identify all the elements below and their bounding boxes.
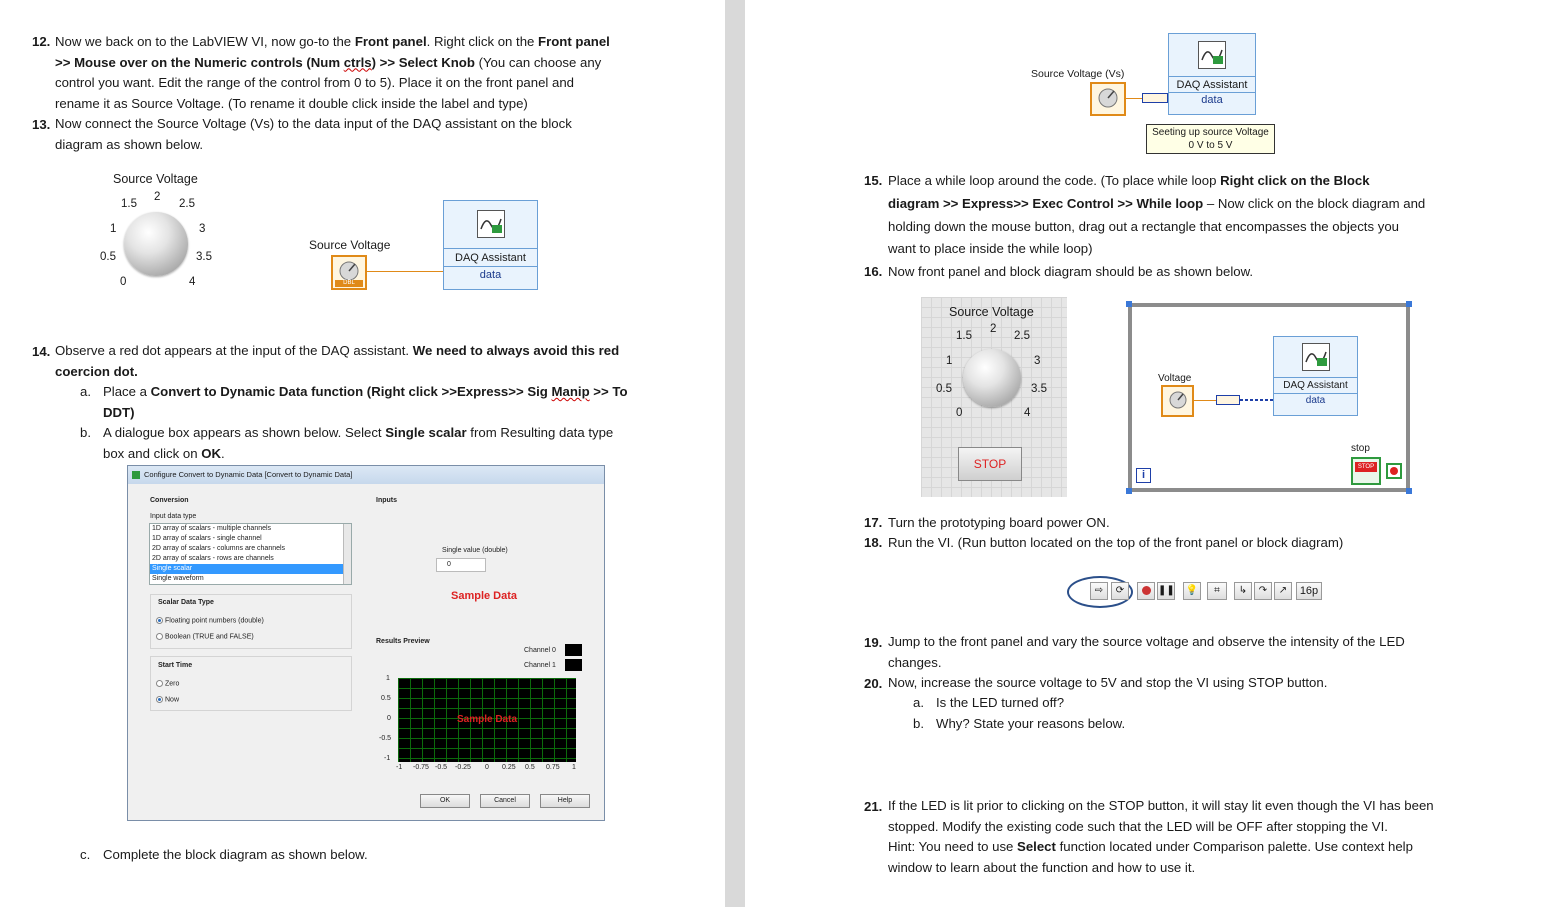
knob-tick: 0.5 xyxy=(936,383,952,395)
step-17-text: Turn the prototyping board power ON. xyxy=(888,515,1110,530)
stop-label: stop xyxy=(1351,443,1370,454)
knob-terminal-icon xyxy=(1163,388,1193,410)
daq-icon xyxy=(477,210,505,238)
single-value-label: Single value (double) xyxy=(442,547,508,554)
daq-icon xyxy=(1302,343,1330,371)
channel-0-plot-icon[interactable] xyxy=(565,644,582,656)
step-21-text: If the LED is lit prior to clicking on the STOP button, it will stay lit even though the VI has been stopped. Modify the existing code such that the LED will be OFF after stopping the VI. Hint: You need to use Select function located under Comparison palette. Use context help window to learn about the function and how to use it. xyxy=(888,798,1434,875)
front-panel-window xyxy=(921,297,1067,497)
graph-y-tick: 0 xyxy=(387,715,391,722)
convert-to-ddt-node[interactable] xyxy=(1216,395,1240,405)
list-item[interactable]: 2D array of scalars - rows are channels xyxy=(152,555,274,562)
front-panel-knob[interactable] xyxy=(963,349,1021,407)
graph-x-tick: -0.5 xyxy=(435,764,448,771)
top-daq-assistant-block[interactable] xyxy=(1168,33,1256,115)
step-13-text: Now connect the Source Voltage (Vs) to the data input of the DAQ assistant on the block diagram as shown below. xyxy=(55,116,572,152)
daq-data-terminal[interactable]: data xyxy=(1169,92,1255,106)
condition-red-dot xyxy=(1390,467,1398,475)
step-20-a-text: Is the LED turned off? xyxy=(936,695,1065,710)
dialog-app-icon xyxy=(132,471,140,479)
top-diagram-label: Source Voltage (Vs) xyxy=(1031,68,1125,80)
list-item[interactable]: 2D array of scalars - columns are channels xyxy=(152,545,286,552)
knob-tick: 2 xyxy=(154,191,161,203)
source-voltage-vs-terminal[interactable] xyxy=(1090,82,1126,116)
step-18-text: Run the VI. (Run button located on the top of the front panel or block diagram) xyxy=(888,535,1344,550)
sub-c-letter: c. xyxy=(80,847,91,862)
loop-condition-icon[interactable] xyxy=(1386,463,1402,479)
document-page-left xyxy=(0,0,725,907)
graph-y-tick: 0.5 xyxy=(381,695,391,702)
sub-a-letter: a. xyxy=(80,384,91,399)
radio-selected-icon xyxy=(156,617,163,624)
step-19-text: Jump to the front panel and vary the source voltage and observe the intensity of the LED changes. xyxy=(888,634,1405,670)
source-voltage-knob[interactable] xyxy=(124,212,188,276)
step-16-text: Now front panel and block diagram should be as shown below. xyxy=(888,264,1254,279)
knob-terminal-icon xyxy=(1092,85,1124,109)
graph-x-tick: 0.75 xyxy=(546,764,560,771)
graph-sample-data-text: Sample Data xyxy=(456,714,518,725)
daq-name: DAQ Assistant xyxy=(444,248,537,266)
convert-to-ddt-node[interactable] xyxy=(1142,93,1168,103)
comment-box: Seeting up source Voltage 0 V to 5 V xyxy=(1146,124,1275,154)
knob-terminal-icon xyxy=(333,258,365,282)
step-18-number: 18. xyxy=(864,535,883,550)
loop-handle[interactable] xyxy=(1126,488,1132,494)
knob-tick: 3.5 xyxy=(1031,383,1047,395)
list-item[interactable]: 1D array of scalars - multiple channels xyxy=(152,525,272,532)
daq-data-terminal[interactable]: data xyxy=(1274,393,1357,407)
sub-a-text: Place a Convert to Dynamic Data function (Right click >>Express>> Sig Manip >> To DDT) xyxy=(103,384,628,420)
radio-icon xyxy=(156,680,163,687)
abort-icon[interactable] xyxy=(1137,582,1155,600)
step-14-text: Observe a red dot appears at the input of the DAQ assistant. We need to always avoid this red coercion dot. xyxy=(55,343,620,379)
step-14-number: 14. xyxy=(32,344,51,359)
loop-daq-assistant-block[interactable] xyxy=(1273,336,1358,416)
step-20-b-text: Why? State your reasons below. xyxy=(936,716,1126,731)
knob-tick: 2.5 xyxy=(1014,330,1030,342)
radio-float[interactable]: Floating point numbers (double) xyxy=(156,617,264,624)
daq-name: DAQ Assistant xyxy=(1169,76,1255,92)
graph-y-tick: -0.5 xyxy=(379,735,392,742)
knob-title: Source Voltage xyxy=(113,172,198,186)
run-continuous-icon[interactable]: ⟳ xyxy=(1111,582,1129,600)
results-preview-heading: Results Preview xyxy=(376,638,430,645)
run-arrow-icon[interactable]: ⇨ xyxy=(1090,582,1108,600)
document-page-right xyxy=(745,0,1563,907)
graph-x-tick: -0.75 xyxy=(413,764,429,771)
step-20-a-letter: a. xyxy=(913,695,924,710)
graph-y-tick: 1 xyxy=(386,675,390,682)
radio-zero[interactable]: Zero xyxy=(156,680,179,687)
graph-x-tick: -1 xyxy=(396,764,403,771)
sub-c-text: Complete the block diagram as shown below. xyxy=(103,847,368,862)
knob-tick: 3 xyxy=(1034,355,1041,367)
diagram-source-voltage-label: Source Voltage xyxy=(309,238,391,252)
daq-name: DAQ Assistant xyxy=(1274,377,1357,393)
source-voltage-terminal[interactable] xyxy=(331,255,367,290)
daq-assistant-block[interactable] xyxy=(443,200,538,290)
channel-1-label: Channel 1 xyxy=(524,662,556,669)
retain-wire-values-icon[interactable]: ⌗ xyxy=(1207,582,1227,600)
graph-x-tick: 0 xyxy=(485,764,489,771)
step-13-number: 13. xyxy=(32,117,51,132)
font-size-dropdown[interactable]: 16p xyxy=(1296,582,1322,600)
knob-tick: 4 xyxy=(1024,407,1031,419)
list-item[interactable]: Single waveform xyxy=(152,575,204,582)
inputs-heading: Inputs xyxy=(376,497,397,504)
step-20-b-letter: b. xyxy=(913,716,924,731)
stop-button[interactable]: STOP xyxy=(958,447,1022,481)
channel-1-plot-icon[interactable] xyxy=(565,659,582,671)
radio-selected-icon xyxy=(156,696,163,703)
channel-0-label: Channel 0 xyxy=(524,647,556,654)
help-button[interactable]: Help xyxy=(540,794,590,808)
pause-icon[interactable]: ❚❚ xyxy=(1157,582,1175,600)
daq-waveform-icon xyxy=(1303,344,1329,370)
cancel-button[interactable]: Cancel xyxy=(480,794,530,808)
sample-data-label: Sample Data xyxy=(451,590,518,602)
knob-tick: 1.5 xyxy=(121,198,137,210)
step-16-number: 16. xyxy=(864,264,883,279)
radio-bool[interactable]: Boolean (TRUE and FALSE) xyxy=(156,633,254,640)
loop-handle[interactable] xyxy=(1406,488,1412,494)
daq-waveform-icon xyxy=(1199,42,1225,68)
graph-x-tick: 0.25 xyxy=(502,764,516,771)
dbl-tag: DBL xyxy=(335,280,363,287)
graph-x-tick: 1 xyxy=(572,764,576,771)
graph-y-tick: -1 xyxy=(384,755,391,762)
list-scrollbar[interactable] xyxy=(343,524,351,584)
orange-wire xyxy=(367,271,443,272)
step-15-number: 15. xyxy=(864,173,883,188)
iteration-terminal[interactable]: i xyxy=(1136,468,1151,483)
dynamic-wire xyxy=(1240,399,1276,401)
voltage-terminal[interactable] xyxy=(1161,385,1194,417)
knob-tick: 3 xyxy=(199,223,206,235)
step-12-text: Now we back on to the LabVIEW VI, now go-to the Front panel. Right click on the Front panel >> Mouse over on the Numeric controls (Num ctrls) >> Select Knob (You can choose any control you want. Edit the range of the control from 0 to 5). Place it on the front panel and rename it as Source Voltage. (To rename it double click inside the label and type) xyxy=(55,34,610,111)
knob-tick: 0.5 xyxy=(100,251,116,263)
ok-button[interactable]: OK xyxy=(420,794,470,808)
daq-waveform-icon xyxy=(478,211,504,237)
knob-tick: 1 xyxy=(110,223,117,235)
input-data-type-label: Input data type xyxy=(150,513,197,520)
step-over-icon[interactable]: ↷ xyxy=(1254,582,1272,600)
convert-dynamic-data-dialog xyxy=(127,465,605,821)
orange-wire xyxy=(1126,98,1142,99)
start-time-heading: Start Time xyxy=(158,662,193,669)
daq-icon xyxy=(1198,41,1226,69)
dialog-title: Configure Convert to Dynamic Data [Convert to Dynamic Data] xyxy=(128,466,604,484)
step-into-icon[interactable]: ↳ xyxy=(1234,582,1252,600)
graph-x-tick: 0.5 xyxy=(525,764,535,771)
list-item[interactable]: 1D array of scalars - single channel xyxy=(152,535,262,542)
step-15-text: Place a while loop around the code. (To place while loop Right click on the Block diagram >> Express>> Exec Control >> While loop – Now click on the block diagram and holding down the mouse button, drag out a rectangle that encompasses the objects you want to place inside the while loop) xyxy=(888,173,1426,257)
voltage-label: Voltage xyxy=(1158,373,1192,384)
knob-tick: 3.5 xyxy=(196,251,212,263)
front-panel-knob-title: Source Voltage xyxy=(949,305,1034,319)
knob-tick: 1.5 xyxy=(956,330,972,342)
conversion-heading: Conversion xyxy=(150,497,189,504)
daq-data-terminal[interactable]: data xyxy=(444,266,537,282)
sub-b-text: A dialogue box appears as shown below. Select Single scalar from Resulting data type box and click on OK. xyxy=(103,425,614,461)
step-out-icon[interactable]: ↗ xyxy=(1274,582,1292,600)
loop-handle[interactable] xyxy=(1126,301,1132,307)
knob-tick: 2.5 xyxy=(179,198,195,210)
while-loop[interactable] xyxy=(1128,303,1410,492)
step-21-number: 21. xyxy=(864,799,883,814)
step-12-number: 12. xyxy=(32,34,51,49)
radio-icon xyxy=(156,633,163,640)
step-17-number: 17. xyxy=(864,515,883,530)
knob-tick: 2 xyxy=(990,323,997,335)
scalar-type-heading: Scalar Data Type xyxy=(158,599,214,606)
knob-tick: 1 xyxy=(946,355,953,367)
orange-wire xyxy=(1194,400,1216,401)
single-value-input[interactable]: 0 xyxy=(436,558,486,572)
list-item-selected[interactable]: Single scalar xyxy=(150,564,343,574)
stop-term-text: STOP xyxy=(1355,462,1377,472)
knob-tick: 4 xyxy=(189,276,196,288)
knob-tick: 0 xyxy=(120,276,127,288)
step-20-text: Now, increase the source voltage to 5V and stop the VI using STOP button. xyxy=(888,675,1328,690)
input-data-type-list[interactable] xyxy=(149,523,352,585)
sub-b-letter: b. xyxy=(80,425,91,440)
stop-terminal[interactable] xyxy=(1351,457,1381,485)
step-20-number: 20. xyxy=(864,676,883,691)
knob-tick: 0 xyxy=(956,407,963,419)
loop-handle[interactable] xyxy=(1406,301,1412,307)
graph-x-tick: -0.25 xyxy=(455,764,471,771)
step-19-number: 19. xyxy=(864,635,883,650)
highlight-execution-icon[interactable]: 💡 xyxy=(1183,582,1201,600)
radio-now[interactable]: Now xyxy=(156,696,179,703)
